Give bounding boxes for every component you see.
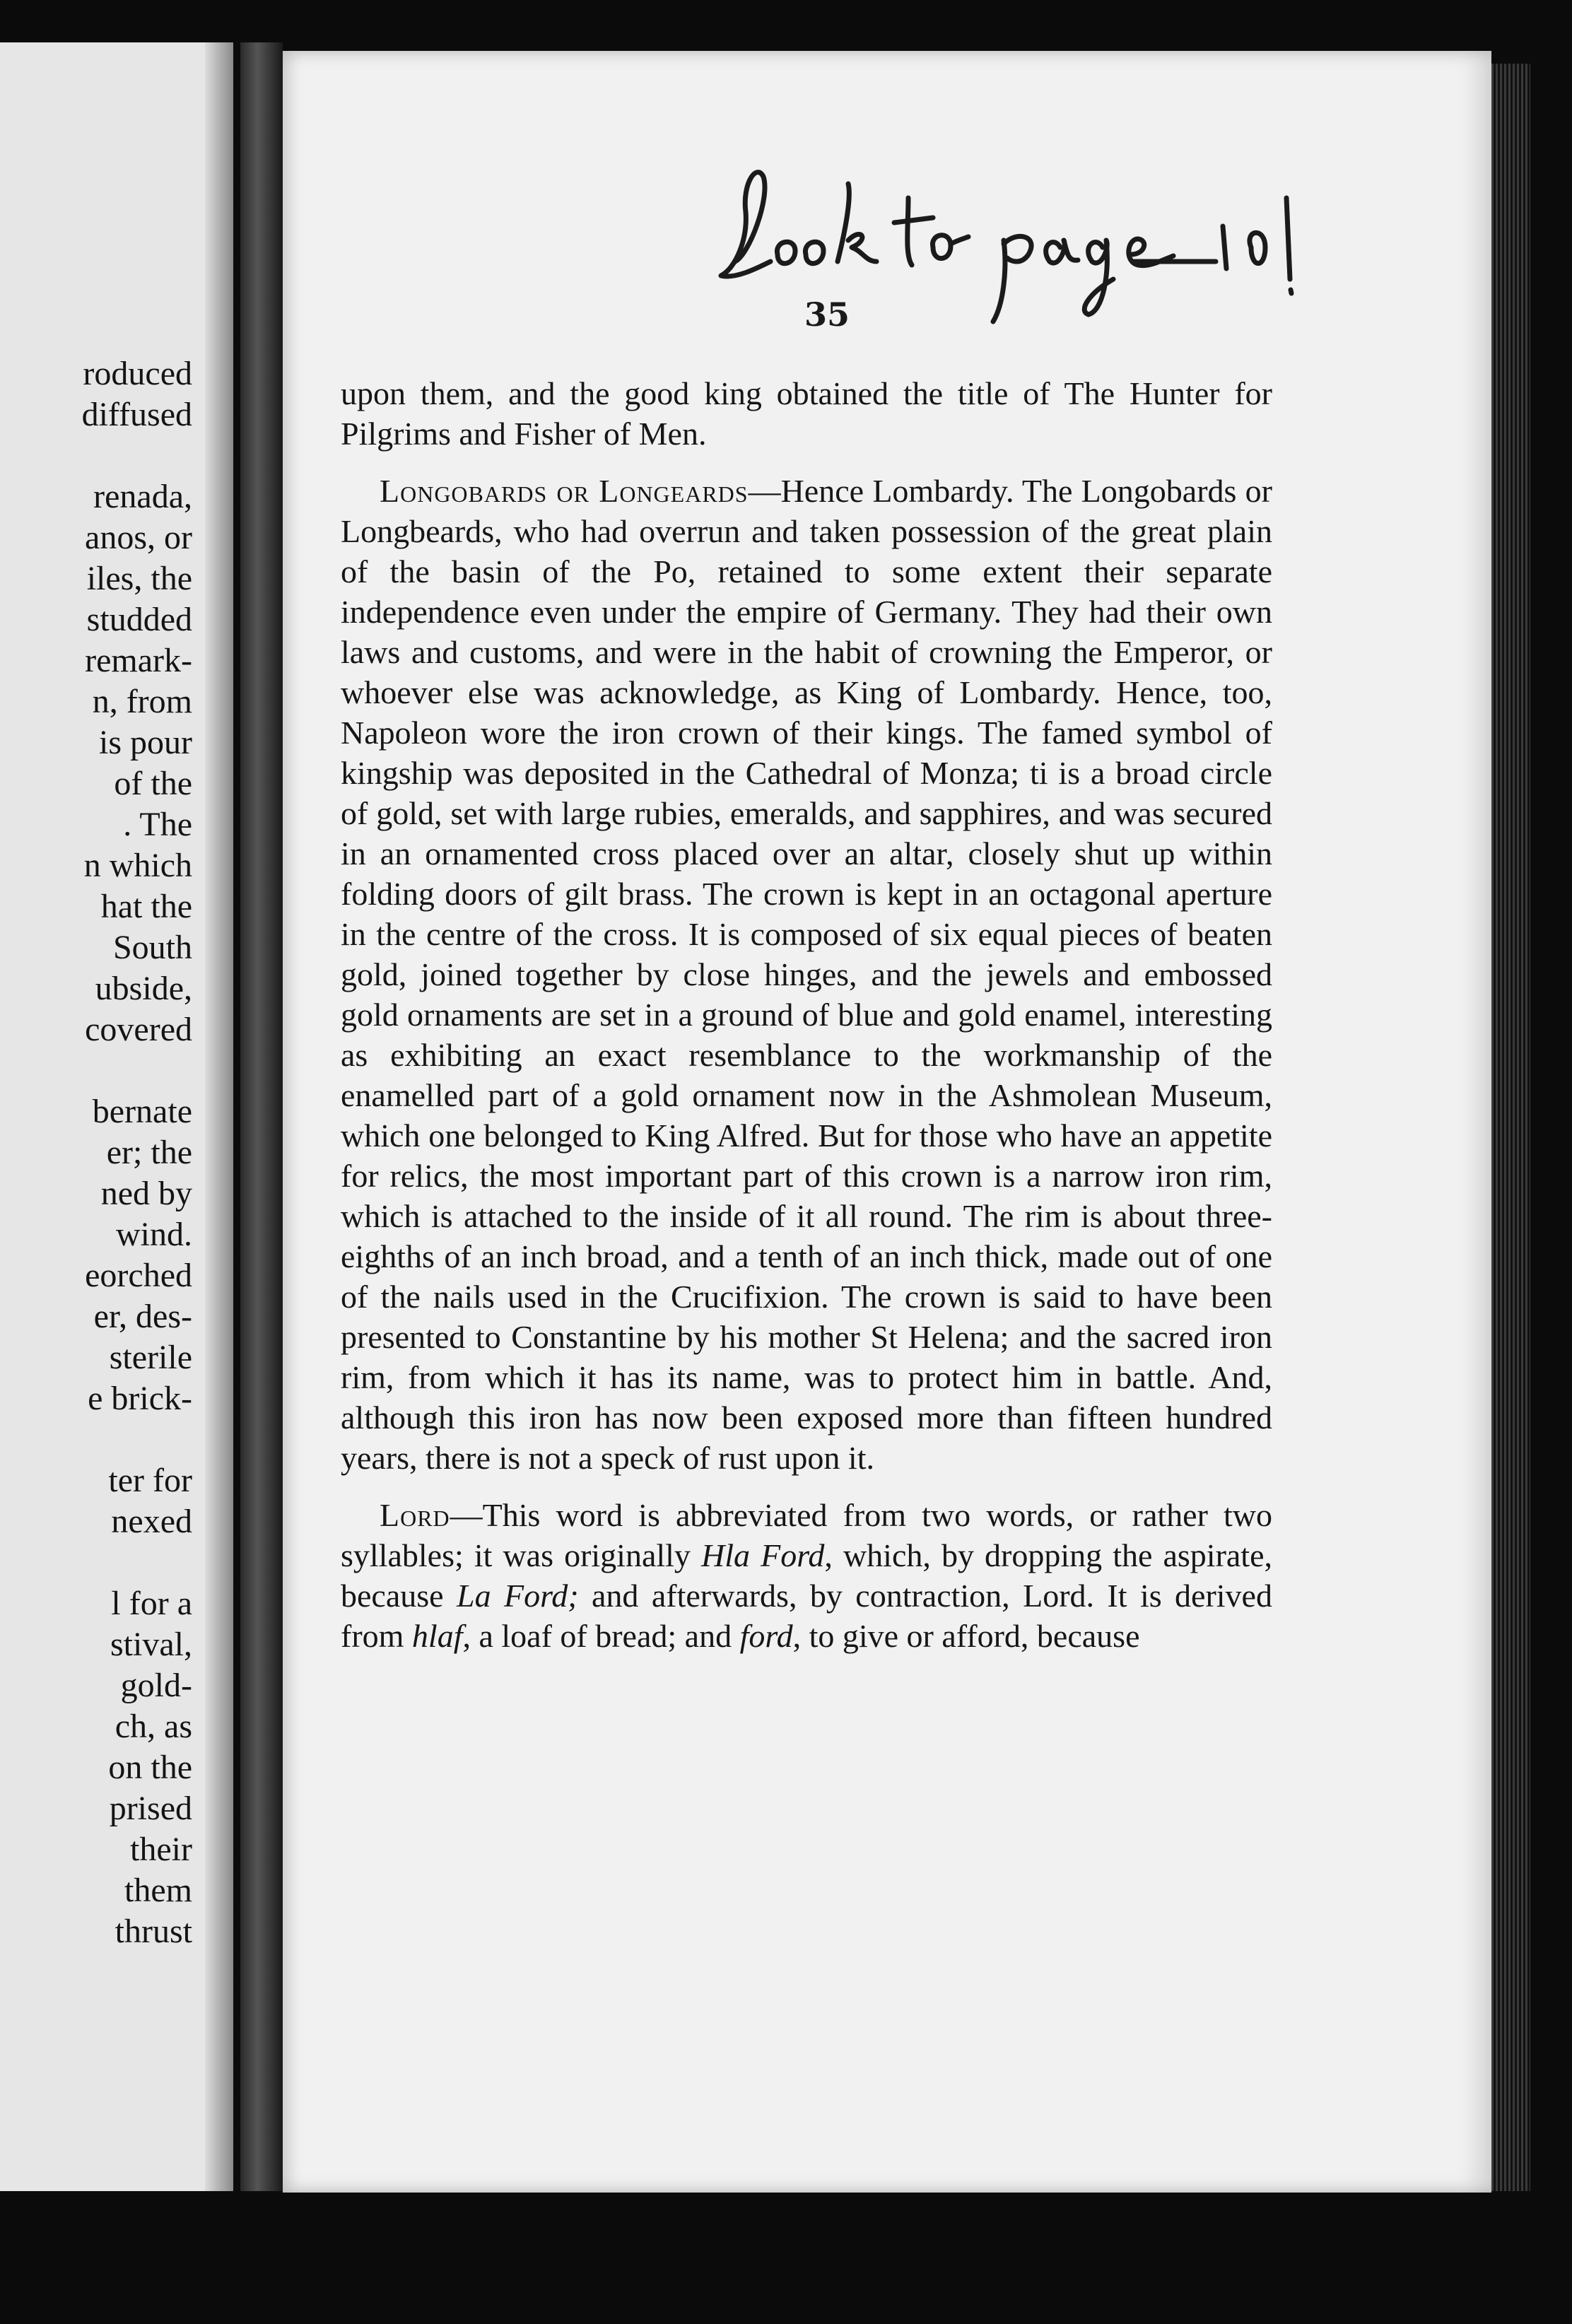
lord-text-a: —This word is abbreviated from two words, or rather two syllables; it was originally	[341, 1497, 1272, 1573]
left-page-line: eorched	[85, 1257, 192, 1294]
left-page	[0, 42, 233, 2191]
left-page-line: gold-	[120, 1667, 192, 1704]
paragraph-longobards	[341, 471, 1272, 1478]
left-page-line: wind.	[116, 1216, 192, 1253]
left-page-line: l for a	[111, 1585, 192, 1622]
left-page-gutter-shadow	[205, 42, 233, 2191]
left-page-line: covered	[85, 1011, 192, 1048]
left-page-line: renada,	[93, 478, 192, 515]
page-number: 35	[804, 295, 850, 334]
left-page-text	[1, 353, 192, 1952]
left-page-line: diffused	[81, 396, 192, 433]
left-page-line: ubside,	[95, 970, 192, 1007]
left-page-line: prised	[109, 1790, 192, 1827]
entry-heading-lord: Lord	[380, 1497, 450, 1533]
lord-text-d: , a loaf of bread; and	[462, 1618, 740, 1654]
lord-italic-hlaf: hlaf	[411, 1618, 463, 1654]
paragraph-continuation: upon them, and the good king obtained the title of The Hunter for Pilgrims and Fisher of Men.	[341, 375, 1272, 452]
left-page-line: ter for	[108, 1462, 192, 1499]
left-page-line: remark-	[85, 642, 192, 679]
left-page-line: thrust	[115, 1913, 192, 1950]
left-page-line: is pour	[99, 724, 192, 761]
book-spine	[240, 42, 283, 2191]
page-edges	[1491, 64, 1530, 2191]
left-page-line	[1, 1542, 192, 1583]
left-page-line: bernate	[92, 1093, 192, 1130]
lord-italic-hla-ford: Hla Ford	[701, 1537, 825, 1573]
lord-text-b: , which, by dropping the aspirate, because	[341, 1537, 1273, 1614]
lord-italic-ford: ford	[739, 1618, 793, 1654]
left-page-line: sterile	[109, 1339, 192, 1376]
left-page-line: ned by	[100, 1175, 192, 1212]
entry-heading-longobards: Longobards or Longeards	[380, 473, 749, 509]
left-page-line: studded	[86, 601, 192, 638]
left-page-line: nexed	[111, 1503, 192, 1540]
left-page-line: iles, the	[86, 560, 192, 597]
paragraph-lord	[341, 1495, 1272, 1656]
left-page-line: anos, or	[85, 519, 192, 556]
left-page-line: South	[112, 929, 192, 966]
left-page-line: roduced	[83, 355, 192, 392]
left-page-line: n, from	[92, 683, 192, 720]
left-page-line: stival,	[110, 1626, 192, 1663]
left-page-line: er, des-	[93, 1298, 192, 1335]
left-page-line: er; the	[106, 1134, 192, 1171]
left-page-line	[1, 1419, 192, 1460]
left-page-line: of the	[114, 765, 192, 802]
left-page-line: ch, as	[115, 1708, 192, 1745]
paragraph-longobards-body: —Hence Lombardy. The Longobards or Longbeards, who had overrun and taken possession of the great plain of the basin of the Po, retained to some extent their separate independence even under the empire of Germany. They had their own laws and customs, and were in the habit of crowning the Emperor, or whoever else was acknowledge, as King of Lombardy. Hence, too, Napoleon wore the iron crown of their kings. The famed symbol of kingship was deposited in the Cathedral of Monza; ti is a broad circle of gold, set with large rubies, emeralds, and sapphires, and was secured in an ornamented cross placed over an altar, closely shut up within folding doors of gilt brass. The crown is kept in an octagonal aperture in the centre of the cross. It is composed of six equal pieces of beaten gold, joined together by close hinges, and the jewels and embossed gold ornaments are set in a ground of blue and gold enamel, interesting as exhibiting an exact resemblance to the workmanship of the enamelled part of a gold ornament now in the Ashmolean Museum, which one belonged to King Alfred. But for those who have an appetite for relics, the most important part of this crown is a narrow iron rim, which is attached to the inside of it all round. The rim is about three-eighths of an inch broad, and a tenth of an inch thick, made out of one of the nails used in the Crucifixion. The crown is said to have been presented to Constantine by his mother St Helena; and the sacred iron rim, from which it has its name, was to protect him in battle. And, although this iron has now been exposed more than fifteen hundred years, there is not a speck of rust upon it.	[341, 473, 1272, 1476]
left-page-line	[1, 435, 192, 476]
page-body	[341, 373, 1272, 1673]
left-page-line	[1, 1050, 192, 1091]
lord-italic-la-ford: La Ford;	[456, 1578, 579, 1614]
left-page-line: on the	[108, 1749, 192, 1786]
left-page-line: them	[124, 1872, 192, 1909]
lord-text-e: , to give or afford, because	[792, 1618, 1140, 1654]
left-page-line: . The	[123, 806, 192, 843]
left-page-line: e brick-	[88, 1380, 192, 1417]
lord-text-c: and afterwards, by contraction, Lord. It is derived from	[341, 1578, 1272, 1654]
left-page-line: hat the	[100, 888, 192, 925]
left-page-line: n which	[83, 847, 192, 884]
left-page-line: their	[130, 1831, 192, 1868]
